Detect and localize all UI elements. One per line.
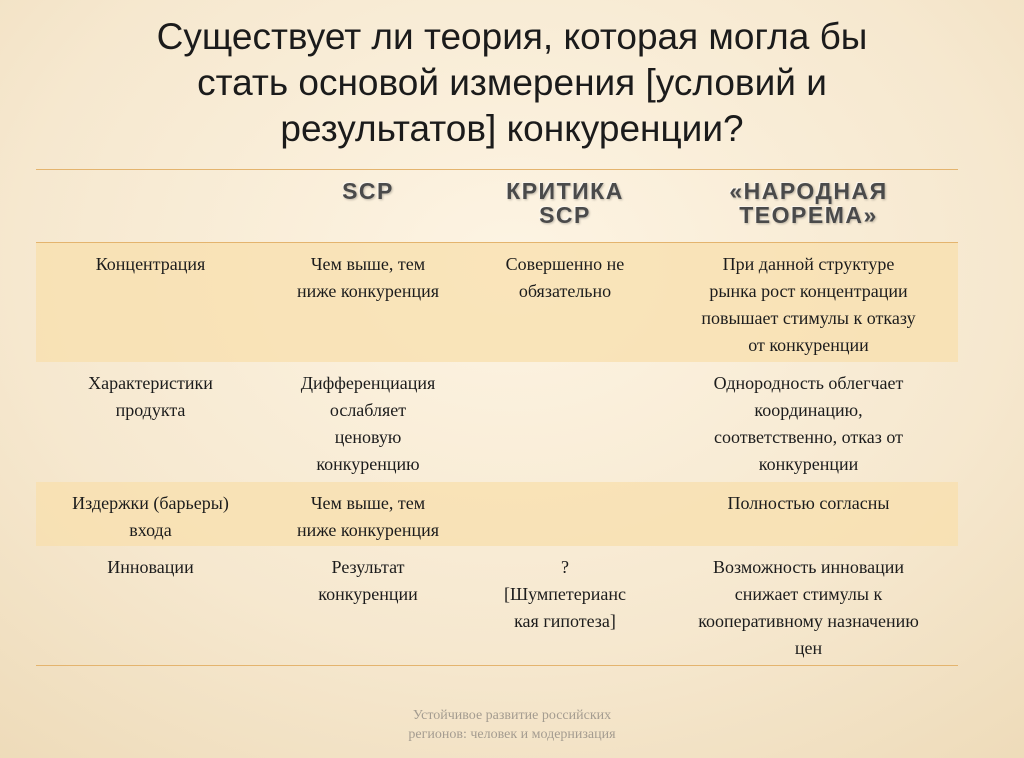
cell-line: Дифференциация <box>300 372 436 393</box>
critique-cell <box>471 243 659 362</box>
header-line: «НАРОДНАЯ <box>729 178 888 204</box>
header-line: ТЕОРЕМА» <box>739 202 878 228</box>
cell-line: снижает стимулы к <box>734 583 883 604</box>
cell-line: повышает стимулы к отказу <box>701 308 916 328</box>
cell-line: от конкуренции <box>748 335 869 355</box>
cell-line: Инновации <box>107 556 194 577</box>
row-label-cell <box>36 482 265 546</box>
header-line: SCP <box>342 178 394 204</box>
table-row <box>36 362 958 482</box>
cell-line: обязательно <box>518 281 612 301</box>
table-row <box>36 482 958 546</box>
cell-line: Полностью согласны <box>727 492 890 513</box>
header-cell-empty <box>36 170 265 243</box>
header-line: КРИТИКА <box>506 178 624 204</box>
cell-line: входа <box>129 519 172 540</box>
cell-line: кооперативному назначению <box>698 610 919 631</box>
header-line: SCP <box>539 202 591 228</box>
slide-title-line: Существует ли теория, которая могла бы <box>156 16 868 57</box>
cell-line: Концентрация <box>95 254 206 274</box>
table-header-row <box>36 170 958 243</box>
cell-line: конкуренции <box>318 583 418 604</box>
slide-footer <box>362 706 662 744</box>
cell-line: рынка рост концентрации <box>709 281 908 301</box>
cell-line: ослабляет <box>329 399 407 420</box>
cell-line: продукта <box>115 399 186 420</box>
scp-cell <box>265 362 471 482</box>
slide-title-line: результатов] конкуренции? <box>280 108 744 149</box>
cell-line: ? <box>561 556 569 577</box>
header-cell-scp <box>265 170 471 243</box>
cell-line: конкуренции <box>758 453 859 474</box>
cell-line: цен <box>794 637 823 658</box>
folk-theorem-cell <box>659 482 958 546</box>
comparison-table <box>36 169 958 666</box>
table-row <box>36 546 958 666</box>
cell-line: [Шумпетерианс <box>503 583 627 604</box>
cell-line: кая гипотеза] <box>514 610 616 631</box>
cell-line: Возможность инновации <box>713 556 904 577</box>
cell-line: ниже конкуренция <box>296 519 440 540</box>
cell-line: Чем выше, тем <box>310 254 426 274</box>
scp-cell <box>265 546 471 666</box>
cell-line: ниже конкуренция <box>296 281 440 301</box>
scp-cell <box>265 243 471 362</box>
cell-line: конкуренцию <box>316 453 420 474</box>
slide-title <box>60 14 964 152</box>
cell-line: Однородность облегчает <box>713 372 904 393</box>
header-cell-critique <box>471 170 659 243</box>
footer-line: Устойчивое развитие российских <box>412 708 612 723</box>
table-row <box>36 243 958 362</box>
folk-theorem-cell <box>659 362 958 482</box>
header-cell-folk-theorem <box>659 170 958 243</box>
critique-cell <box>471 546 659 666</box>
critique-cell <box>471 482 659 546</box>
cell-line: При данной структуре <box>722 254 895 274</box>
row-label-cell <box>36 546 265 666</box>
cell-line: Совершенно не <box>505 254 625 274</box>
scp-cell <box>265 482 471 546</box>
row-label-cell <box>36 243 265 362</box>
cell-line: Результат <box>331 556 405 577</box>
cell-line: Издержки (барьеры) <box>72 492 229 513</box>
cell-line: координацию, <box>754 399 863 420</box>
folk-theorem-cell <box>659 546 958 666</box>
cell-line: ценовую <box>334 426 402 447</box>
folk-theorem-cell <box>659 243 958 362</box>
slide-title-line: стать основой измерения [условий и <box>197 62 827 103</box>
row-label-cell <box>36 362 265 482</box>
footer-line: регионов: человек и модернизация <box>408 727 616 742</box>
cell-line: Чем выше, тем <box>310 492 426 513</box>
cell-line: соответственно, отказ от <box>714 426 903 447</box>
cell-line: Характеристики <box>88 372 213 393</box>
critique-cell <box>471 362 659 482</box>
